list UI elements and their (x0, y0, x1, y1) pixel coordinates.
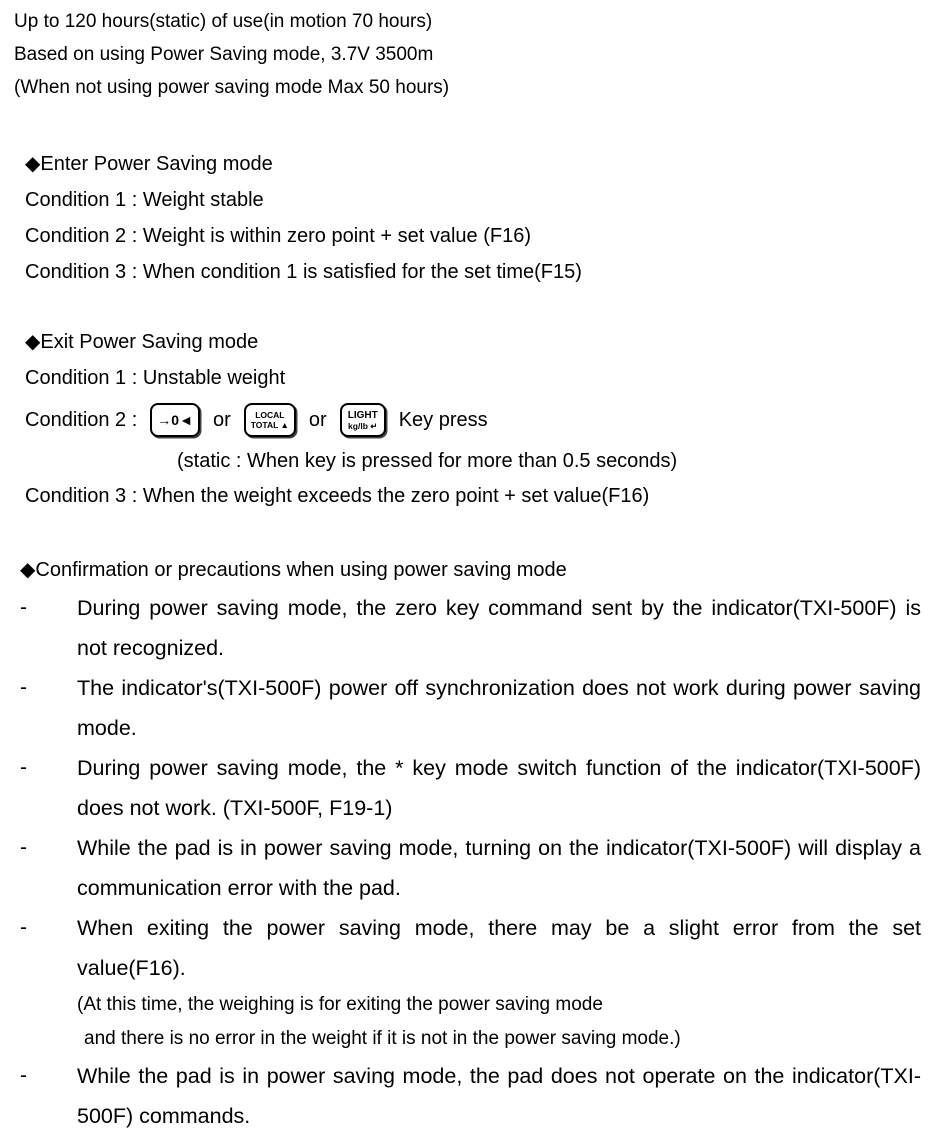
exit-power-saving-section (14, 324, 921, 514)
light-key-line1: LIGHT (347, 409, 378, 421)
light-key-line2: kg/lb ↵ (348, 420, 378, 431)
bullet-text: The indicator's(TXI-500F) power off synchronization does not work during power saving mode. (77, 676, 921, 740)
bullet-text: While the pad is in power saving mode, turning on the indicator(TXI-500F) will display a communication error with the pad. (77, 836, 921, 900)
local-total-key-icon (244, 403, 296, 437)
intro-line: Up to 120 hours(static) of use(in motion 70 hours) (14, 11, 433, 32)
local-total-key-line1: LOCAL (255, 410, 285, 420)
or-label: or (308, 408, 327, 431)
intro-paragraph (14, 5, 921, 104)
condition-line: Condition 1 : Weight stable (25, 189, 264, 211)
list-item (20, 588, 921, 668)
bullet-marker: - (20, 756, 27, 779)
list-item (20, 1056, 921, 1136)
condition-line: Condition 2 : Weight is within zero point + set value (F16) (25, 225, 531, 247)
condition-line: Condition 1 : Unstable weight (25, 367, 286, 389)
bullet-marker: - (20, 596, 27, 619)
condition-label: Condition 2 : (25, 408, 138, 431)
static-note: (static : When key is pressed for more than 0.5 seconds) (177, 450, 678, 472)
intro-line: (When not using power saving mode Max 50 hours) (14, 77, 450, 98)
precautions-list (20, 588, 921, 1136)
bullet-marker: - (20, 1064, 27, 1087)
section-title-enter: ◆Enter Power Saving mode (25, 153, 273, 175)
or-label: or (212, 408, 231, 431)
bullet-body (77, 908, 921, 1056)
list-item (20, 748, 921, 828)
key-press-label: Key press (398, 408, 488, 431)
precautions-section (14, 552, 921, 1136)
bullet-body (77, 748, 921, 828)
bullet-text: During power saving mode, the zero key command sent by the indicator(TXI-500F) is not recognized. (77, 596, 921, 660)
bullet-body (77, 668, 921, 748)
list-item (20, 668, 921, 748)
bullet-text: During power saving mode, the * key mode switch function of the indicator(TXI-500F) does not work. (TXI-500F, F19-1) (77, 756, 921, 820)
bullet-text: While the pad is in power saving mode, the pad does not operate on the indicator(TXI-500F) commands. (77, 1064, 921, 1128)
light-key-icon (340, 403, 386, 437)
bullet-body (77, 588, 921, 668)
list-item (20, 828, 921, 908)
bullet-note: (At this time, the weighing is for exiting the power saving mode (77, 994, 603, 1015)
bullet-marker: - (20, 916, 27, 939)
enter-power-saving-section (14, 146, 921, 290)
list-item (20, 908, 921, 1056)
section-title-exit: ◆Exit Power Saving mode (25, 331, 259, 353)
condition-2-row (25, 396, 921, 444)
local-total-key-line2: TOTAL ▲ (250, 420, 289, 430)
bullet-marker: - (20, 676, 27, 699)
bullet-note: and there is no error in the weight if it is not in the power saving mode.) (84, 1028, 681, 1049)
condition-line: Condition 3 : When the weight exceeds the zero point + set value(F16) (25, 485, 650, 507)
section-title-precautions: ◆Confirmation or precautions when using power saving mode (20, 559, 567, 581)
intro-line: Based on using Power Saving mode, 3.7V 3500m (14, 44, 434, 65)
bullet-marker: - (20, 836, 27, 859)
zero-key-icon (150, 403, 200, 437)
condition-line: Condition 3 : When condition 1 is satisfied for the set time(F15) (25, 261, 582, 283)
zero-key-glyph: →0◄ (157, 412, 193, 428)
bullet-text: When exiting the power saving mode, there may be a slight error from the set value(F16). (77, 916, 921, 980)
bullet-body (77, 828, 921, 908)
bullet-body (77, 1056, 921, 1136)
